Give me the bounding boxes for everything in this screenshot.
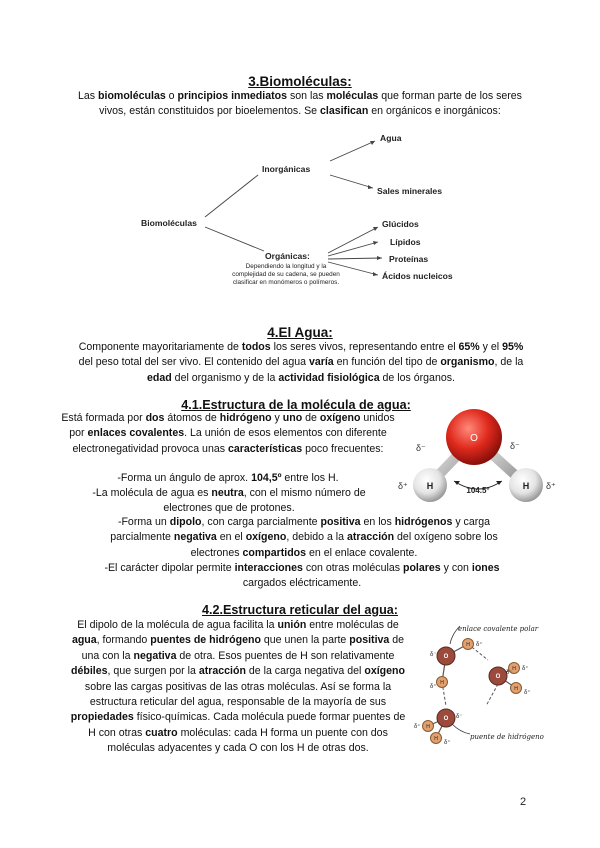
diagram-agua: Agua bbox=[380, 133, 402, 143]
text-run: en el enlace covalente. bbox=[306, 546, 418, 559]
section-title-agua: 4.El Agua: bbox=[267, 325, 333, 340]
text-run: en función del tipo de bbox=[333, 356, 441, 369]
estructura-bullet1 bbox=[60, 471, 396, 486]
svg-text:H: H bbox=[440, 680, 444, 686]
reticular-structure-figure bbox=[408, 618, 560, 752]
bold-term: oxígeno bbox=[245, 531, 287, 544]
bold-term: agua bbox=[71, 634, 97, 647]
svg-text:δ⁺: δ⁺ bbox=[524, 690, 531, 696]
estructura-para1 bbox=[60, 411, 396, 457]
text-run: unidos por bbox=[69, 412, 395, 440]
svg-text:O: O bbox=[443, 654, 449, 660]
svg-text:H: H bbox=[514, 686, 518, 692]
delta-plus-right: δ⁺ bbox=[546, 481, 556, 491]
diagram-proteinas: Proteínas bbox=[389, 254, 429, 264]
text-run: y con bbox=[440, 562, 472, 574]
text-run: poco frecuentes: bbox=[302, 442, 384, 455]
text-run: los seres vivos, representando entre el bbox=[270, 341, 459, 353]
svg-text:H: H bbox=[466, 642, 470, 648]
svg-text:H: H bbox=[434, 736, 438, 742]
text-run: , debido a la bbox=[286, 531, 347, 544]
water-molecule-figure bbox=[394, 393, 564, 509]
bold-term: hidrógenos bbox=[394, 516, 453, 528]
bold-term: compartidos bbox=[242, 546, 307, 559]
bold-term: uno bbox=[282, 412, 303, 424]
bold-term: clasifican bbox=[320, 105, 369, 118]
text-run: de la carga negativa del bbox=[245, 665, 365, 678]
section-title-reticular: 4.2.Estructura reticular del agua: bbox=[202, 603, 398, 617]
bold-term: 104,5º bbox=[251, 472, 282, 484]
estructura-bullet2 bbox=[70, 486, 388, 517]
text-run: de una con la bbox=[81, 634, 405, 662]
bold-term: oxígeno bbox=[364, 665, 405, 678]
bold-term: atracción bbox=[198, 665, 246, 678]
bold-term: principios inmediatos bbox=[177, 90, 288, 102]
text-run: del organismo y de la bbox=[171, 371, 279, 384]
text-run: , que surgen por la bbox=[107, 665, 199, 678]
diagram-lipidos: Lípidos bbox=[390, 237, 421, 247]
bold-term: puentes de hidrógeno bbox=[150, 634, 261, 647]
section-title-biomoleculas: 3.Biomoléculas: bbox=[248, 74, 352, 89]
svg-text:δ⁻: δ⁻ bbox=[506, 670, 513, 676]
text-run: entre moléculas de bbox=[306, 619, 399, 631]
text-run: en orgánicos e inorgánicos: bbox=[368, 105, 501, 118]
hydrogen-label-left: H bbox=[426, 481, 434, 491]
svg-text:O: O bbox=[495, 674, 501, 680]
text-run: físico-químicas. Cada molécula puede formar puentes de H con otras bbox=[88, 711, 406, 739]
text-run: son las bbox=[287, 90, 327, 102]
svg-text:δ⁺: δ⁺ bbox=[414, 724, 421, 730]
hydrogen-label-right: H bbox=[522, 481, 530, 491]
diagram-organicas: Orgánicas: bbox=[265, 251, 310, 261]
text-run: cargados eléctricamente. bbox=[242, 577, 362, 590]
label-enlace-covalente: enlace covalente polar bbox=[458, 625, 539, 633]
bold-term: enlaces covalentes bbox=[87, 427, 185, 440]
bold-term: dipolo bbox=[169, 516, 202, 528]
bold-term: 95% bbox=[502, 341, 524, 353]
text-run: entre los H. bbox=[281, 472, 339, 484]
text-run: Las bbox=[78, 90, 99, 102]
bold-term: débiles bbox=[71, 665, 108, 678]
branch-root-organicas bbox=[205, 227, 264, 251]
bold-term: características bbox=[227, 442, 303, 455]
oxygen-label: O bbox=[470, 433, 478, 444]
text-run: de los órganos. bbox=[379, 371, 455, 384]
text-run: -Forma un bbox=[117, 516, 170, 528]
bold-term: neutra bbox=[211, 487, 244, 499]
text-run: sobre las cargas positivas de las otras moléculas. Así se forma la estructura reticular del agua, responsable de la mayoría de sus bbox=[84, 680, 392, 709]
text-run: de bbox=[302, 412, 320, 424]
svg-text:δ⁺: δ⁺ bbox=[444, 740, 451, 746]
section-title-estructura: 4.1.Estructura de la molécula de agua: bbox=[181, 398, 411, 412]
bold-term: dos bbox=[145, 412, 165, 424]
bold-term: negativa bbox=[133, 649, 177, 662]
bold-term: 65% bbox=[458, 341, 480, 353]
bold-term: todos bbox=[241, 341, 271, 353]
text-run: -Forma un ángulo de aprox. bbox=[117, 472, 252, 484]
branch-sales bbox=[330, 175, 373, 188]
bold-term: propiedades bbox=[70, 711, 134, 724]
svg-text:δ⁻: δ⁻ bbox=[456, 714, 463, 720]
agua-intro bbox=[78, 340, 524, 386]
text-run: con otras moléculas bbox=[302, 562, 403, 574]
text-run: -El carácter dipolar permite bbox=[104, 562, 235, 574]
text-run: en el bbox=[216, 531, 246, 544]
text-run: . La unión de esos elementos con diferente electronegatividad provoca unas bbox=[72, 427, 387, 455]
bold-term: hidrógeno bbox=[219, 412, 272, 424]
branch-agua bbox=[330, 141, 375, 161]
text-run: , con el mismo número de electrones que de protones. bbox=[163, 487, 366, 515]
bold-term: organismo bbox=[440, 356, 495, 369]
svg-text:δ⁺: δ⁺ bbox=[522, 666, 529, 672]
bold-term: unión bbox=[277, 619, 307, 631]
diagram-inorganicas: Inorgánicas bbox=[262, 164, 311, 174]
delta-minus-left: δ⁻ bbox=[416, 443, 426, 453]
svg-text:O: O bbox=[443, 716, 449, 722]
branch-proteinas bbox=[328, 258, 382, 259]
text-run: , de la bbox=[494, 356, 524, 369]
page-number: 2 bbox=[520, 796, 527, 808]
angle-label: 104.5° bbox=[466, 486, 490, 495]
bold-term: positiva bbox=[320, 516, 361, 528]
svg-text:δ⁺: δ⁺ bbox=[476, 642, 483, 648]
bold-term: cuatro bbox=[145, 726, 178, 739]
text-run: El dipolo de la molécula de agua facilita la bbox=[77, 619, 278, 631]
estructura-bullet4 bbox=[82, 561, 522, 592]
text-run: del peso total del ser vivo. El contenido del agua bbox=[78, 356, 309, 369]
text-run: que forman parte de los seres vivos, están constituidos por bioelementos. Se bbox=[99, 90, 522, 118]
biomoleculas-intro bbox=[68, 89, 532, 120]
delta-minus-right: δ⁻ bbox=[510, 441, 520, 451]
svg-text:H: H bbox=[426, 724, 430, 730]
text-run: átomos de bbox=[164, 412, 220, 424]
text-run: moléculas: cada H forma un puente con dos moléculas adyacentes y cada O con los H de otras dos. bbox=[107, 726, 388, 755]
branch-root-inorganicas bbox=[205, 175, 258, 217]
text-run: o bbox=[165, 90, 178, 102]
text-run: , formando bbox=[96, 634, 151, 647]
bold-term: polares bbox=[402, 562, 441, 574]
text-run: -La molécula de agua es bbox=[92, 487, 212, 499]
diagram-organicas-note: Dependiendo la longitud y la complejidad de su cadena, se pueden clasificar en monómeros o polímeros. bbox=[232, 263, 340, 286]
text-run: y el bbox=[479, 341, 503, 353]
bold-term: atracción bbox=[346, 531, 395, 544]
bold-term: actividad fisiológica bbox=[278, 371, 380, 384]
bold-term: edad bbox=[147, 371, 172, 384]
text-run: y bbox=[271, 412, 283, 424]
text-run: y carga parcialmente bbox=[110, 516, 491, 544]
bold-term: interacciones bbox=[234, 562, 303, 574]
bold-term: oxígeno bbox=[319, 412, 361, 424]
diagram-acidos: Ácidos nucleicos bbox=[382, 271, 453, 281]
bold-term: biomoléculas bbox=[98, 90, 166, 102]
diagram-root: Biomoléculas bbox=[141, 218, 197, 228]
text-run: , con carga parcialmente bbox=[201, 516, 321, 528]
estructura-bullet3 bbox=[94, 515, 514, 561]
diagram-sales: Sales minerales bbox=[377, 186, 442, 196]
diagram-glucidos: Glúcidos bbox=[382, 219, 419, 229]
text-run: Componente mayoritariamente de bbox=[78, 341, 242, 353]
bold-term: negativa bbox=[173, 531, 217, 544]
bold-term: varía bbox=[308, 356, 334, 369]
reticular-para bbox=[70, 618, 406, 757]
text-run: que unen la parte bbox=[260, 634, 350, 647]
bold-term: moléculas bbox=[326, 90, 379, 102]
svg-text:δ⁺: δ⁺ bbox=[430, 684, 437, 690]
bold-term: positiva bbox=[349, 634, 390, 647]
text-run: Está formada por bbox=[61, 412, 146, 424]
text-run: en los bbox=[360, 516, 395, 528]
text-run: del oxígeno sobre los electrones bbox=[190, 531, 498, 559]
svg-text:δ⁻: δ⁻ bbox=[430, 652, 437, 658]
svg-text:H: H bbox=[512, 666, 516, 672]
text-run: de otra. Esos puentes de H son relativamente bbox=[176, 649, 395, 662]
delta-plus-left: δ⁺ bbox=[398, 481, 408, 491]
label-puente-hidrogeno: puente de hidrógeno bbox=[470, 733, 544, 741]
bold-term: iones bbox=[471, 562, 500, 574]
